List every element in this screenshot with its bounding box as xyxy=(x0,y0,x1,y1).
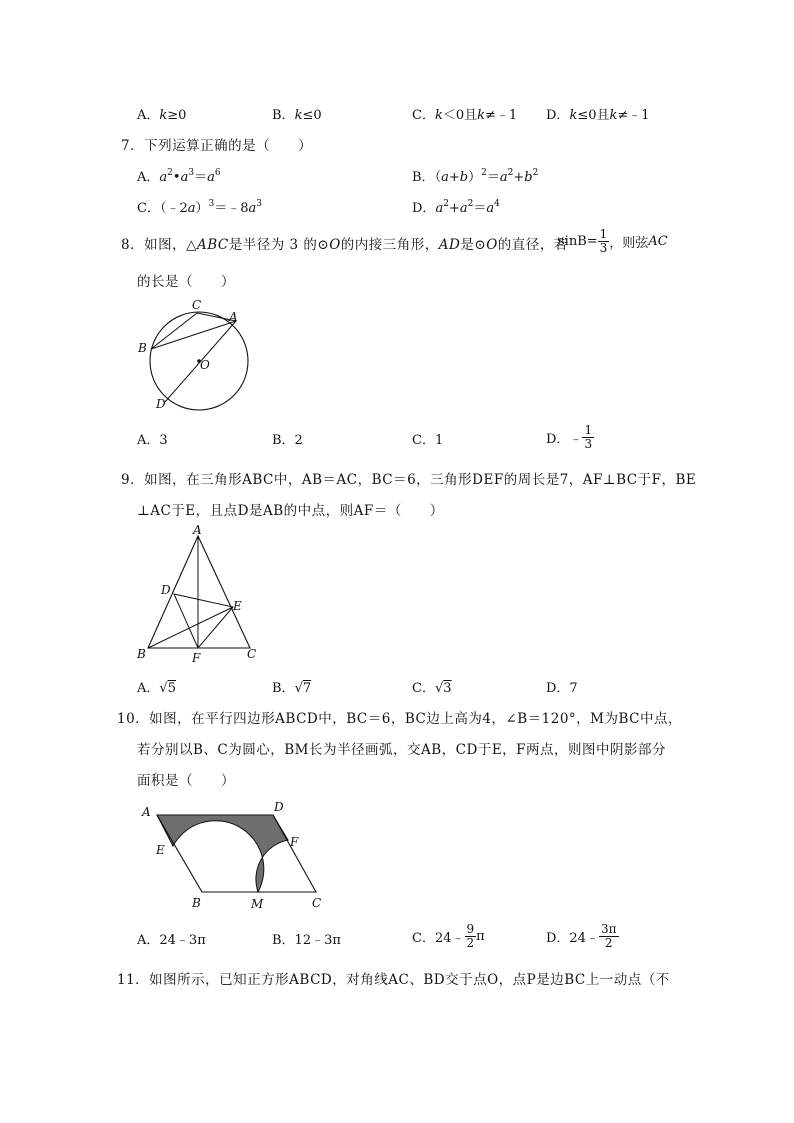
q8-option-a: A．3 xyxy=(137,433,168,448)
option-text: ≤0且 xyxy=(577,108,610,123)
label-e: E xyxy=(233,599,242,613)
option-text: ≠﹣1 xyxy=(485,108,518,123)
label-m: M xyxy=(251,897,264,911)
label-d: D xyxy=(156,397,166,411)
q9-option-a: A．√5 xyxy=(137,681,176,696)
var-k: k xyxy=(569,108,578,123)
label-c: C xyxy=(312,896,322,910)
q7-option-c: C．$(﹣2a)^3=﹣8a^3$ xyxy=(137,199,263,216)
q6-option-b xyxy=(272,104,322,123)
q11-stem-line1: 11．如图所示，已知正方形ABCD，对角线AC、BD交于点O，点P是边BC上一动点（不 xyxy=(117,972,670,988)
label-f: F xyxy=(192,651,201,665)
option-label: A． xyxy=(137,108,160,123)
q8-option-b: B．2 xyxy=(272,433,303,448)
altitude-be xyxy=(148,607,233,648)
var-k: k xyxy=(477,108,486,123)
label-d: D xyxy=(161,583,171,597)
label-c: C xyxy=(247,647,257,661)
option-label: C． xyxy=(137,201,160,216)
q10-stem-line2: 若分别以B、C为圆心，BM长为半径画弧，交AB，CD于E，F两点，则图中阴影部分 xyxy=(137,742,667,758)
option-label: D． xyxy=(412,201,436,216)
option-label: B． xyxy=(272,108,295,123)
q7-option-a: A．$a^2•a^3=a^6$ xyxy=(137,168,221,185)
label-a: A xyxy=(193,523,202,537)
label-b: B xyxy=(138,341,147,355)
label-c: C xyxy=(192,298,202,312)
q9-option-b: B．√7 xyxy=(272,681,312,696)
var-k: k xyxy=(294,108,303,123)
q6-option-a xyxy=(137,104,186,123)
q8-stem: 8．如图，△ABC是半径为 3 的⊙O的内接三角形，AD是⊙O的直径，若 xyxy=(121,237,568,253)
q10-option-b: B．12﹣3π xyxy=(272,933,341,948)
q10-option-a: A．24﹣3π xyxy=(137,933,206,948)
q9-option-c: C．√3 xyxy=(412,681,452,696)
option-text: ＜0且 xyxy=(442,108,478,123)
q6-option-d xyxy=(546,104,650,123)
var-k: k xyxy=(159,108,168,123)
var-k: k xyxy=(434,108,443,123)
q7-option-b: B．$(a+b)^2=a^2+b^2$ xyxy=(412,168,539,185)
q6-option-c xyxy=(412,104,517,123)
q8-circle-figure xyxy=(136,296,256,416)
q9-option-d: D．7 xyxy=(546,681,578,696)
q8-stem-line2: 的长是（ ） xyxy=(137,274,235,290)
label-a: A xyxy=(229,310,238,324)
q10-stem-line3: 面积是（ ） xyxy=(137,773,235,789)
label-f: F xyxy=(290,835,299,849)
q7-stem: 7．下列运算正确的是（ ） xyxy=(121,138,313,154)
option-label: A． xyxy=(137,170,160,185)
shaded-region xyxy=(157,815,288,892)
option-label: C． xyxy=(412,108,435,123)
label-d: D xyxy=(274,800,284,814)
q9-stem-line2: ⊥AC于E，且点D是AB的中点，则AF＝（ ） xyxy=(137,503,444,519)
q8-option-d: D．﹣ $\frac{1}{3}$ xyxy=(546,423,593,451)
label-b: B xyxy=(192,896,201,910)
q10-option-d: D．24﹣ $\frac{3\pi}{2}$ xyxy=(546,922,617,950)
label-e: E xyxy=(156,843,165,857)
option-label: B． xyxy=(412,170,435,185)
option-label: D． xyxy=(546,108,570,123)
q8-option-c: C．1 xyxy=(412,433,444,448)
option-text: ≥0 xyxy=(167,108,187,123)
q7-option-d: D．$a^2+a^2=a^4$ xyxy=(412,199,500,216)
q10-stem-line1: 10．如图，在平行四边形ABCD中，BC＝6，BC边上高为4，∠B＝120°，M为BC中点， xyxy=(117,711,683,727)
q10-parallelogram-figure xyxy=(140,796,340,914)
option-text: ≠﹣1 xyxy=(617,108,650,123)
q9-triangle-figure xyxy=(134,524,264,664)
q10-option-c: C．24﹣ $\frac{9}{2}$ π xyxy=(412,922,485,950)
q9-stem-line1: 9．如图，在三角形ABC中，AB＝AC，BC＝6，三角形DEF的周长是7，AF⊥BC于F，BE xyxy=(121,472,697,488)
q8-sin-fraction: sinB= $\frac{1}{3}$ ，则弦AC xyxy=(558,227,668,255)
option-text: ≤0 xyxy=(302,108,322,123)
label-a: A xyxy=(142,805,151,819)
label-b: B xyxy=(137,647,146,661)
var-k: k xyxy=(609,108,618,123)
label-o: O xyxy=(200,358,210,372)
